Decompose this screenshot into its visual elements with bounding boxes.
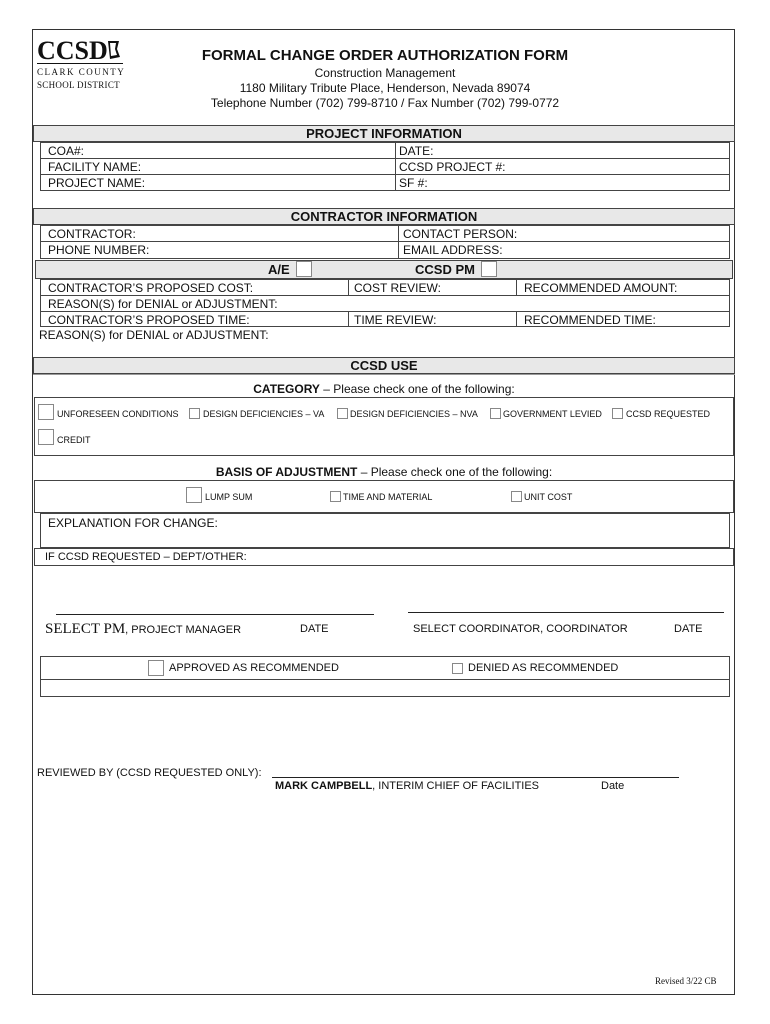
lump-sum-checkbox[interactable] [186,487,202,503]
coordinator-label[interactable]: SELECT COORDINATOR, COORDINATOR [413,623,628,635]
logo-flag-icon [107,40,121,60]
design-nva-label: DESIGN DEFICIENCIES – NVA [350,409,478,419]
pm-signature-line[interactable] [56,614,374,615]
reviewed-by-signature-line[interactable] [272,777,679,778]
approved-label: APPROVED AS RECOMMENDED [169,662,339,674]
recommended-amount-field[interactable]: RECOMMENDED AMOUNT: [524,281,678,295]
design-va-label: DESIGN DEFICIENCIES – VA [203,409,325,419]
recommended-time-field[interactable]: RECOMMENDED TIME: [524,313,656,327]
ae-checkbox[interactable] [296,261,312,277]
col-divider [348,279,349,295]
category-hint: – Please check one of the following: [319,382,515,396]
denial-reasons-field[interactable]: REASON(S) for DENIAL or ADJUSTMENT: [48,297,278,311]
ccsd-requested-label: CCSD REQUESTED [626,409,711,419]
logo-subtitle-district: SCHOOL DISTRICT [37,80,120,90]
revision-note: Revised 3/22 CB [655,976,717,986]
time-material-checkbox[interactable] [330,491,341,502]
recommendation-box [40,656,730,697]
ccsd-requested-checkbox[interactable] [612,408,623,419]
proposed-cost-field[interactable]: CONTRACTOR’S PROPOSED COST: [48,281,254,295]
row-divider [40,174,730,175]
basis-hint: – Please check one of the following: [357,465,553,479]
form-title: FORMAL CHANGE ORDER AUTHORIZATION FORM [201,47,569,64]
government-levied-checkbox[interactable] [490,408,501,419]
row-divider [40,158,730,159]
pm-signature-label [45,620,241,638]
ccsd-pm-checkbox[interactable] [481,261,497,277]
col-divider [516,311,517,327]
proposed-time-field[interactable]: CONTRACTOR’S PROPOSED TIME: [48,313,250,327]
row-divider [40,679,730,680]
basis-label: BASIS OF ADJUSTMENT [215,465,358,479]
reviewed-by-label: REVIEWED BY (CCSD REQUESTED ONLY): [37,767,262,779]
sf-field[interactable]: SF #: [399,176,428,190]
chief-title: , INTERIM CHIEF OF FACILITIES [372,780,540,792]
ae-ccsd-pm-bar [35,260,733,279]
contractor-info-heading: CONTRACTOR INFORMATION [33,208,735,225]
denied-checkbox[interactable] [452,663,463,674]
government-levied-label: GOVERNMENT LEVIED [503,409,602,419]
ccsd-pm-label: CCSD PM [415,262,475,277]
time-review-field[interactable]: TIME REVIEW: [354,313,437,327]
category-box [34,397,734,456]
coordinator-date-label: DATE [674,623,703,635]
form-subtitle: Construction Management [314,66,456,80]
form-address: 1180 Military Tribute Place, Henderson, Nevada 89074 [239,81,531,95]
explanation-field[interactable]: EXPLANATION FOR CHANGE: [48,516,218,530]
credit-label: CREDIT [57,435,91,445]
category-label: CATEGORY [253,382,320,396]
col-divider [516,279,517,295]
cost-review-field[interactable]: COST REVIEW: [354,281,441,295]
form-phone: Telephone Number (702) 799-8710 / Fax Number (702) 799-0772 [210,96,560,110]
lump-sum-label: LUMP SUM [205,492,253,502]
category-instruction [33,382,735,396]
row-divider [40,295,730,296]
unforeseen-checkbox[interactable] [38,404,54,420]
logo-subtitle-county: CLARK COUNTY [37,67,126,77]
project-name-field[interactable]: PROJECT NAME: [48,176,146,190]
ccsd-project-field[interactable]: CCSD PROJECT #: [399,160,506,174]
logo-divider [37,63,123,64]
project-manager-text: , PROJECT MANAGER [125,624,242,636]
denied-label: DENIED AS RECOMMENDED [468,662,619,674]
design-nva-checkbox[interactable] [337,408,348,419]
pm-date-label: DATE [300,623,329,635]
unit-cost-label: UNIT COST [524,492,573,502]
basis-instruction [33,465,735,479]
credit-checkbox[interactable] [38,429,54,445]
unforeseen-label: UNFORESEEN CONDITIONS [57,409,179,419]
design-va-checkbox[interactable] [189,408,200,419]
denial-reasons-time-field[interactable]: REASON(S) for DENIAL or ADJUSTMENT: [39,328,269,342]
email-address-field[interactable]: EMAIL ADDRESS: [403,243,503,257]
coa-field[interactable]: COA#: [48,144,85,158]
col-divider [348,311,349,327]
chief-label [275,780,539,792]
unit-cost-checkbox[interactable] [511,491,522,502]
row-divider [40,241,730,242]
select-pm-text[interactable]: SELECT PM [45,621,126,637]
contractor-field[interactable]: CONTRACTOR: [48,227,136,241]
contractor-divider [398,225,399,259]
project-divider [395,142,396,191]
dept-other-field[interactable]: IF CCSD REQUESTED – DEPT/OTHER: [45,551,247,563]
project-info-heading: PROJECT INFORMATION [33,125,735,142]
ccsd-use-heading: CCSD USE [33,357,735,374]
section-divider [33,374,735,375]
chief-name: MARK CAMPBELL [275,780,373,792]
facility-name-field[interactable]: FACILITY NAME: [48,160,142,174]
chief-date-label: Date [601,780,625,792]
ae-label: A/E [268,262,290,277]
logo-text: CCSD [37,36,108,65]
approved-checkbox[interactable] [148,660,164,676]
date-field[interactable]: DATE: [399,144,434,158]
coordinator-signature-line[interactable] [408,612,724,613]
phone-number-field[interactable]: PHONE NUMBER: [48,243,150,257]
row-divider [40,311,730,312]
contact-person-field[interactable]: CONTACT PERSON: [403,227,518,241]
time-material-label: TIME AND MATERIAL [343,492,433,502]
